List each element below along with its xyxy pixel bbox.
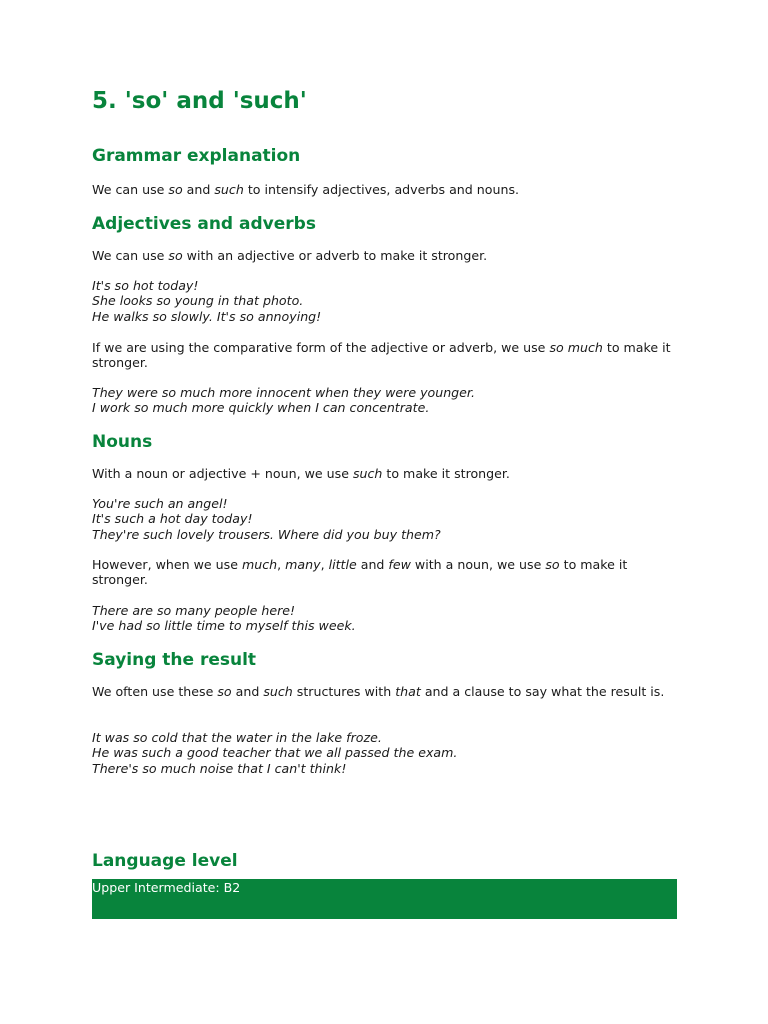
result-examples-1 [92,730,677,776]
adjectives-para-2: If we are using the comparative form of the adjective or adverb, we use so much to make it stronger. [92,340,671,371]
result-para-1: We often use these so and such structures with that and a clause to say what the result is. [92,684,665,699]
example-line: I've had so little time to myself this week. [92,618,356,634]
example-line: They're such lovely trousers. Where did you buy them? [92,526,441,542]
nouns-examples-1 [92,496,677,542]
example-line: He walks so slowly. It's so annoying! [92,308,322,324]
example-line: It's so hot today! [92,278,199,293]
heading-grammar-explanation: Grammar explanation [92,146,301,166]
heading-language-level: Language level [92,851,238,871]
nouns-para-2: However, when we use much, many, little and few with a noun, we use so to make it stronger. [92,557,628,588]
example-line: He was such a good teacher that we all passed the exam. [92,745,458,761]
page-title: 5. 'so' and 'such' [92,88,307,114]
example-line: It was so cold that the water in the lake froze. [92,730,382,745]
nouns-examples-2 [92,603,677,634]
example-line: It's such a hot day today! [92,511,253,527]
example-line: There are so many people here! [92,603,296,618]
heading-adjectives-adverbs: Adjectives and adverbs [92,214,316,234]
nouns-para-1: With a noun or adjective + noun, we use such to make it stronger. [92,466,510,481]
heading-saying-the-result: Saying the result [92,650,257,670]
adjectives-examples-1 [92,278,677,324]
example-line: She looks so young in that photo. [92,293,304,309]
example-line: They were so much more innocent when they were younger. [92,385,475,400]
heading-nouns: Nouns [92,432,153,452]
adjectives-para-1: We can use so with an adjective or adverb to make it stronger. [92,248,488,263]
example-line: You're such an angel! [92,496,228,511]
adjectives-examples-2 [92,385,677,416]
language-level-bar [92,879,677,919]
example-line: There's so much noise that I can't think! [92,760,347,776]
language-level-value: Upper Intermediate: B2 [92,880,241,895]
grammar-intro: We can use so and such to intensify adjectives, adverbs and nouns. [92,182,520,197]
example-line: I work so much more quickly when I can concentrate. [92,400,430,416]
